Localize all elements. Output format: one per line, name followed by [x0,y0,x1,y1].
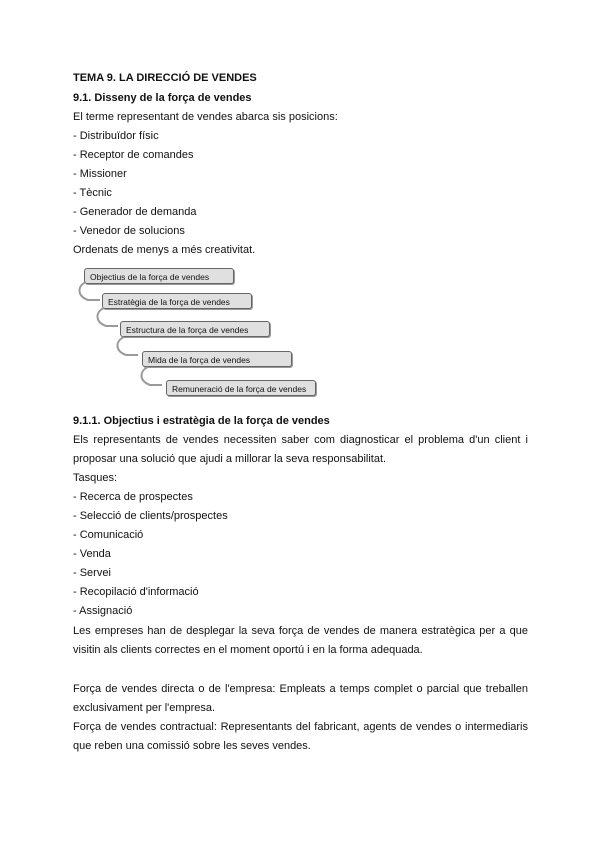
curved-arrow-icon [92,306,122,332]
list-item: - Recopilació d'informació [73,586,199,598]
list-item: - Tècnic [73,187,112,199]
section-heading-9-1-1: 9.1.1. Objectius i estratègia de la força de vendes [73,415,330,427]
list-item: - Distribuïdor físic [73,130,159,142]
diagram-step-compensation: Remuneració de la força de vendes [166,380,316,396]
paragraph-line: exclusivament per l'empresa. [73,702,216,714]
curved-arrow-icon [112,335,142,361]
curved-arrow-icon [136,365,166,391]
paragraph-line: visitin als clients correctes en el moment oportú i en la forma adequada. [73,644,423,656]
paragraph-line: proposar una solució que ajudi a millorar la seva responsabilitat. [73,453,387,465]
list-item: - Servei [73,567,111,579]
sales-force-design-diagram [70,265,330,400]
paragraph-line: que reben una comissió sobre les seves vendes. [73,740,311,752]
paragraph-line: Els representants de vendes necessiten saber com diagnosticar el problema d'un client i [73,434,528,446]
order-note: Ordenats de menys a més creativitat. [73,244,256,256]
section-heading-9-1: 9.1. Disseny de la força de vendes [73,92,252,104]
diagram-step-size: Mida de la força de vendes [142,351,292,367]
list-item: - Selecció de clients/prospectes [73,510,228,522]
intro-text: El terme representant de vendes abarca sis posicions: [73,111,338,123]
document-title: TEMA 9. LA DIRECCIÓ DE VENDES [73,72,257,84]
list-item: - Venda [73,548,111,560]
list-item: - Venedor de solucions [73,225,185,237]
diagram-step-strategy: Estratègia de la força de vendes [102,293,252,309]
list-item: - Assignació [73,605,133,617]
paragraph-line: Les empreses han de desplegar la seva força de vendes de manera estratègica per a que [73,625,528,637]
list-item: - Generador de demanda [73,206,197,218]
diagram-step-structure: Estructura de la força de vendes [120,321,270,337]
diagram-step-objectives: Objectius de la força de vendes [84,268,234,284]
list-item: - Receptor de comandes [73,149,194,161]
list-item: - Missioner [73,168,127,180]
paragraph-line: Força de vendes directa o de l'empresa: Empleats a temps complet o parcial que treballen [73,683,528,695]
paragraph-line: Força de vendes contractual: Representants del fabricant, agents de vendes o intermediaris [73,721,528,733]
list-item: - Recerca de prospectes [73,491,193,503]
curved-arrow-icon [74,280,104,306]
tasks-label: Tasques: [73,472,118,484]
list-item: - Comunicació [73,529,144,541]
